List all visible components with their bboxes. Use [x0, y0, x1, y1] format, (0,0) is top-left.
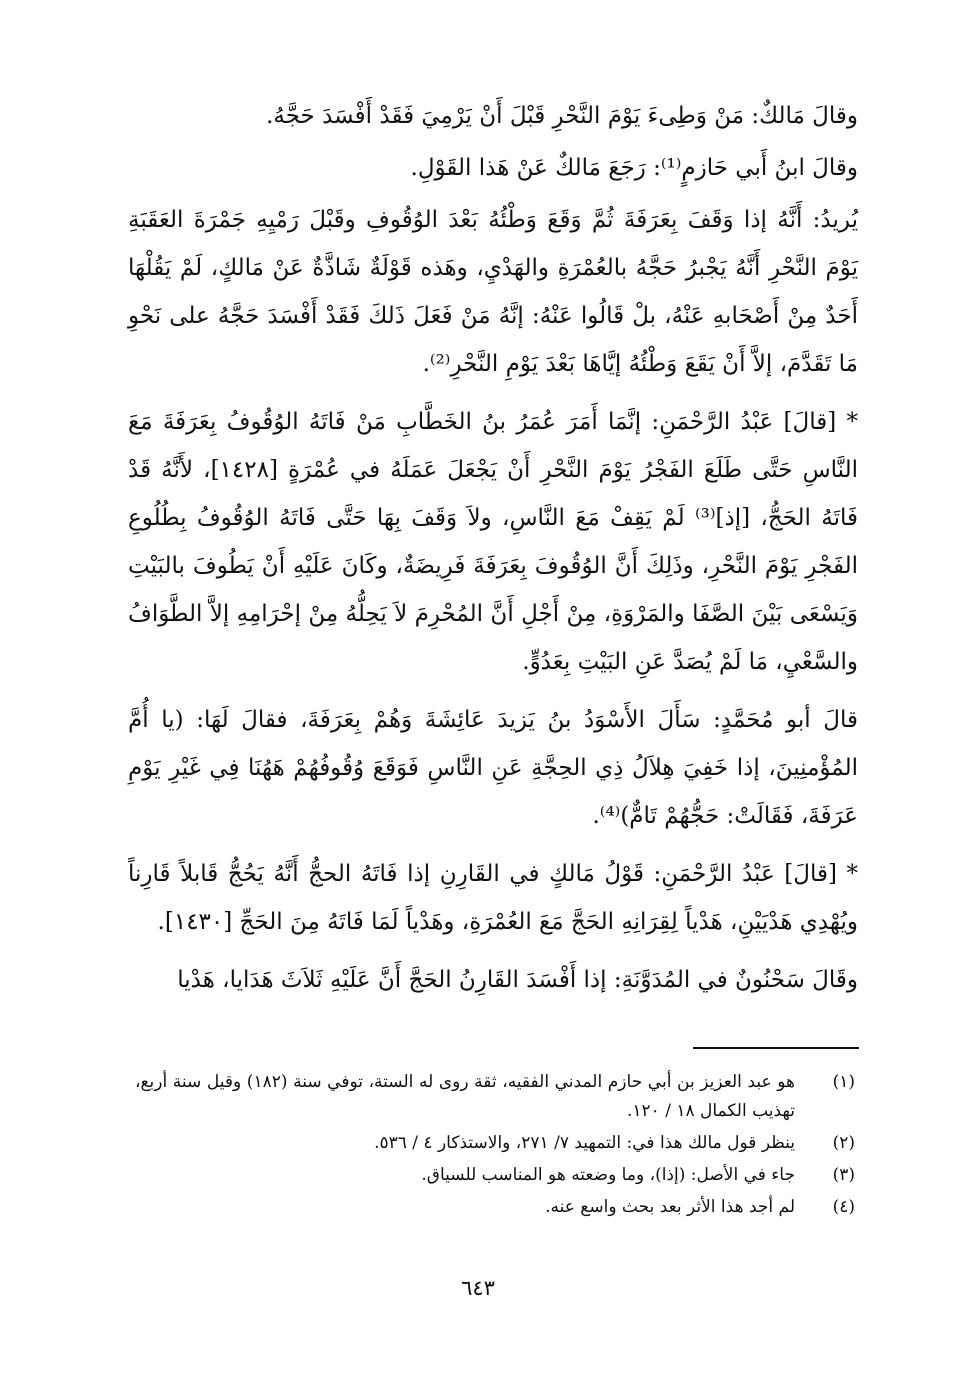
footnote-text: لم أجد هذا الأثر بعد بحث واسع عنه.	[545, 1197, 795, 1217]
page-number: ٦٤٣	[461, 1276, 495, 1300]
paragraph: وقالَ ابنُ أَبي حَازمٍ⁽¹⁾: رَجَعَ مَالكٌ عَنْ هَذا القَوْلِ.	[410, 155, 858, 181]
footnote-number: (٤)	[832, 1197, 855, 1217]
footnote-text: جاء في الأصل: (إذا)، وما وضعته هو المناسب للسياق.	[421, 1165, 795, 1185]
footnote-text: ينظر قول مالك هذا في: التمهيد ٧/ ٢٧١، والاستذكار ٤ / ٥٣٦.	[374, 1133, 795, 1153]
paragraph: يُريدُ: أَنَّهُ إذا وَقَفَ بِعَرَفَةَ ثُمَّ وَقَعَ وَطْئُهُ بَعْدَ الوُقُوفِ وقَبْلَ رَمْيِهِ جَمْرَةَ العَقَبَةِ يَوْمَ النَّحْرِ أَنَّهُ يَجْبرُ حَجَّهُ بالعُمْرَةِ والهَدْيِ، وهَذه قَوْلَةٌ شَاذَّةٌ عَنْ مَالكٍ، لَمْ يَقُلْهَا أَحَدٌ مِنْ أَصْحَابهِ عَنْهُ، بلْ قَالُوا عَنْهُ: إنَّهُ مَنْ فَعَلَ ذَلكَ فَقَدْ أَفْسَدَ حَجَّهُ على نَحْوِ مَا تَقَدَّمَ، إلاَّ أَنْ يَقَعَ وَطْئُهُ إيَّاهَا بَعْدَ يَوْمِ النَّحْرِ⁽²⁾.	[128, 207, 858, 377]
footnote-item	[135, 1129, 855, 1158]
footnote-item	[135, 1161, 855, 1190]
paragraph: وقَالَ سَحْنُونٌ في المُدَوَّنَةِ: إذا أَفْسَدَ القَارِنُ الحَجَّ أَنَّ عَلَيْهِ ثَلاَثَ هَدَايا، هَدْيا	[177, 967, 858, 993]
footnotes	[135, 1068, 855, 1225]
main-text-block	[128, 92, 858, 1014]
footnote-item	[135, 1193, 855, 1222]
paragraph: * [قالَ] عَبْدُ الرَّحْمَنِ: قَوْلُ مَالكٍ في القَارِنِ إذا فَاتَهُ الحجُّ أَنَّهُ يَحُجُّ قَابلاً قَارِناً ويُهْدِي هَدْيَيْنِ، هَدْياً لِقِرَانِهِ الحَجَّ مَعَ العُمْرَةِ، وهَدْياً لَمَا فَاتَهُ مِنَ الحَجِّ [١٤٣٠].	[128, 861, 858, 935]
paragraph: * [قالَ] عَبْدُ الرَّحْمَنِ: إنَّمَا أَمَرَ عُمَرُ بنُ الخَطَّابِ مَنْ فَاتَهُ الوُقُوفُ بِعَرَفَةَ مَعَ النَّاسِ حَتَّى طَلَعَ الفَجْرُ يَوْمَ النَّحْرِ أَنْ يَجْعَلَ عَمَلَهُ في عُمْرَةٍ [١٤٢٨]، لأَنَّهُ قَدْ فَاتَهُ الحَجُّ، [إذ]⁽³⁾ لَمْ يَقِفْ مَعَ النَّاسِ، ولاَ وَقَفَ بِهَا حَتَّى فَاتَهُ الوُقُوفُ بِطُلُوعِ الفَجْرِ يَوْمَ النَّحْرِ، وذَلِكَ أَنَّ الوُقُوفَ بِعَرَفَةَ فَرِيضَةٌ، وكَانَ عَلَيْهِ أَنْ يَطُوفَ بالبَيْتِ وَيَسْعَى بَيْنَ الصَّفَا والمَرْوَةِ، مِنْ أَجْلِ أَنَّ المُحْرِمَ لاَ يَحِلُّهُ مِنْ إحْرَامِهِ إلاَّ الطَّوَافُ والسَّعْيِ، مَا لَمْ يُصَدَّ عَنِ البَيْتِ بِعَدُوٍّ.	[128, 409, 858, 675]
footnote-separator	[693, 1047, 859, 1049]
footnote-text: هو عبد العزيز بن أبي حازم المدني الفقيه، ثقة روى له الستة، توفي سنة (١٨٢) وقيل سنة أربع، تهذيب الكمال ١٨ / ١٢٠.	[135, 1072, 796, 1121]
footnote-number: (٣)	[832, 1165, 855, 1185]
footnote-number: (١)	[832, 1072, 855, 1092]
footnote-number: (٢)	[832, 1133, 855, 1153]
paragraph: قالَ أبو مُحَمَّدٍ: سَأَلَ الأَسْوَدُ بنُ يَزيدَ عَائِشَةَ وَهُمْ بِعَرَفَةَ، فقالَ لَهَا: (يا أُمَّ المُؤْمنِينَ، إذا خَفِيَ هِلاَلُ ذِي الحِجَّةِ عَنِ النَّاسِ فَوَقَعَ وُقُوفُهُمْ هَهُنَا فِي غَيْرِ يَوْمِ عَرَفَةَ، فَقَالَتْ: حَجُّهُمْ تَامٌّ)⁽⁴⁾.	[128, 707, 858, 829]
paragraph: وقالَ مَالكٌ: مَنْ وَطِىءَ يَوْمَ النَّحْرِ قَبْلَ أَنْ يَرْمِيَ فَقَدْ أَفْسَدَ حَجَّهُ.	[266, 103, 858, 129]
footnote-item	[135, 1068, 855, 1126]
